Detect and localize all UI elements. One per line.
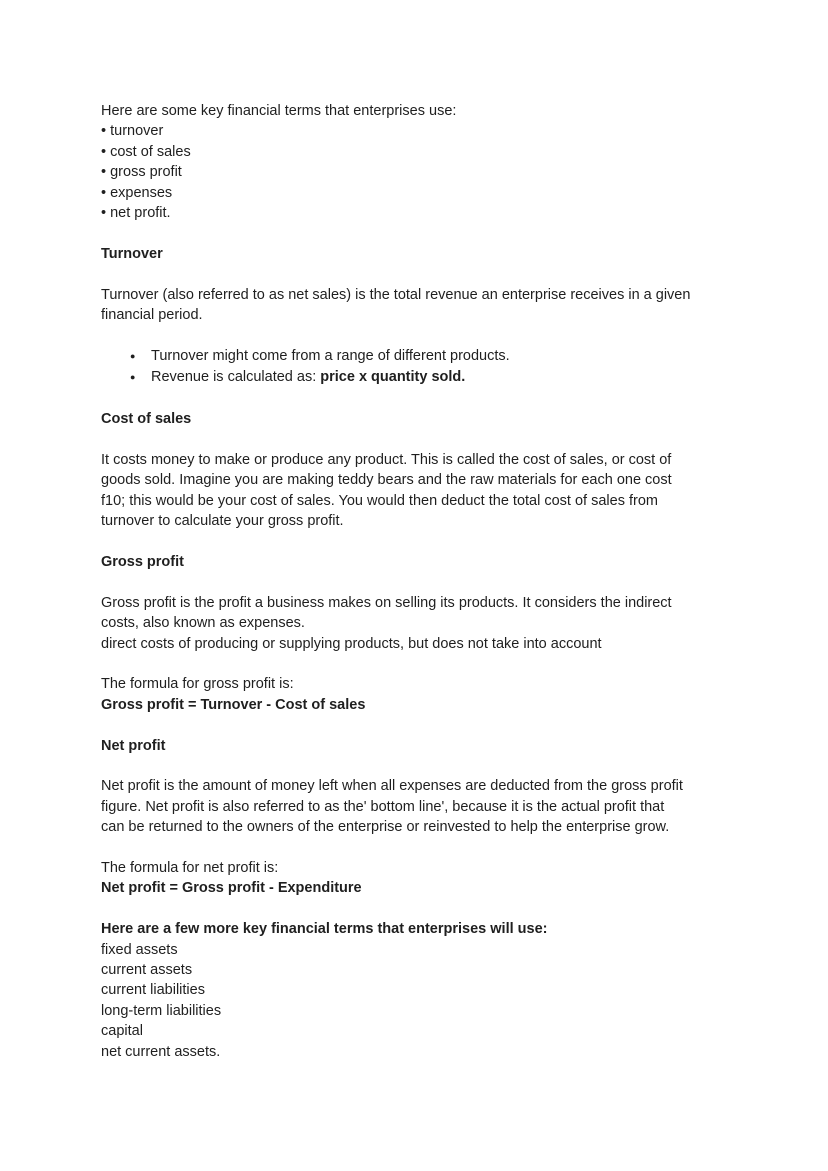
- document-content: [101, 101, 731, 1062]
- net-profit-formula-intro: The formula for net profit is:: [101, 860, 279, 877]
- gross-profit-body-line: costs, also known as expenses.: [101, 615, 305, 632]
- cost-of-sales-heading: Cost of sales: [101, 411, 192, 428]
- turnover-body: [101, 285, 731, 326]
- gross-profit-heading: Gross profit: [101, 554, 184, 571]
- gross-profit-body-line: direct costs of producing or supplying products, but does not take into account: [101, 635, 602, 652]
- turnover-bullet-range: [130, 346, 731, 368]
- net-profit-body-line: figure. Net profit is also referred to as the' bottom line', because it is the actual profit that: [101, 798, 665, 815]
- turnover-heading: Turnover: [101, 245, 163, 262]
- more-term: current assets: [101, 962, 193, 979]
- intro-term: • turnover: [101, 121, 731, 141]
- more-terms-heading: Here are a few more key financial terms that enterprises will use:: [101, 921, 548, 938]
- intro-term: • gross profit: [101, 162, 731, 182]
- net-profit-body-line: can be returned to the owners of the enterprise or reinvested to help the enterprise grow.: [101, 819, 670, 836]
- turnover-bullet-revenue-prefix: Revenue is calculated as:: [151, 369, 321, 386]
- intro-lead: Here are some key financial terms that enterprises use:: [101, 103, 457, 119]
- net-profit-body: [101, 776, 731, 837]
- cost-of-sales-body-line: It costs money to make or produce any product. This is called the cost of sales, or cost of: [101, 452, 672, 469]
- gross-profit-body-line: Gross profit is the profit a business makes on selling its products. It considers the indirect: [101, 594, 672, 611]
- more-term: net current assets.: [101, 1043, 221, 1060]
- cost-of-sales-body-line: goods sold. Imagine you are making teddy bears and the raw materials for each one cost: [101, 472, 672, 489]
- net-profit-body-line: Net profit is the amount of money left when all expenses are deducted from the gross profit: [101, 778, 683, 795]
- gross-profit-formula-intro: The formula for gross profit is:: [101, 676, 294, 693]
- cost-of-sales-body-line: f10; this would be your cost of sales. You would then deduct the total cost of sales from: [101, 492, 658, 509]
- more-term: current liabilities: [101, 982, 205, 999]
- net-profit-formula: Net profit = Gross profit - Expenditure: [101, 880, 362, 897]
- more-term: long-term liabilities: [101, 1002, 222, 1019]
- intro-term: • cost of sales: [101, 142, 731, 162]
- revenue-formula: price x quantity sold.: [320, 369, 466, 386]
- turnover-body-line: Turnover (also referred to as net sales) is the total revenue an enterprise receives in a given: [101, 286, 691, 303]
- cost-of-sales-body-line: turnover to calculate your gross profit.: [101, 513, 344, 530]
- cost-of-sales-body: [101, 450, 731, 532]
- intro-term: • expenses: [101, 183, 731, 203]
- intro-term: • net profit.: [101, 203, 731, 223]
- turnover-bullet-revenue: [130, 367, 731, 389]
- gross-profit-formula: Gross profit = Turnover - Cost of sales: [101, 696, 366, 713]
- gross-profit-body: [101, 593, 731, 654]
- more-term: capital: [101, 1023, 143, 1040]
- turnover-bullet-range-text: Turnover might come from a range of different products.: [151, 347, 510, 364]
- turnover-body-line: financial period.: [101, 307, 203, 324]
- intro-terms-list: [101, 121, 731, 223]
- turnover-bullets: [101, 346, 731, 389]
- net-profit-heading: Net profit: [101, 737, 166, 754]
- more-term: fixed assets: [101, 941, 178, 958]
- more-terms-list: [101, 940, 731, 1062]
